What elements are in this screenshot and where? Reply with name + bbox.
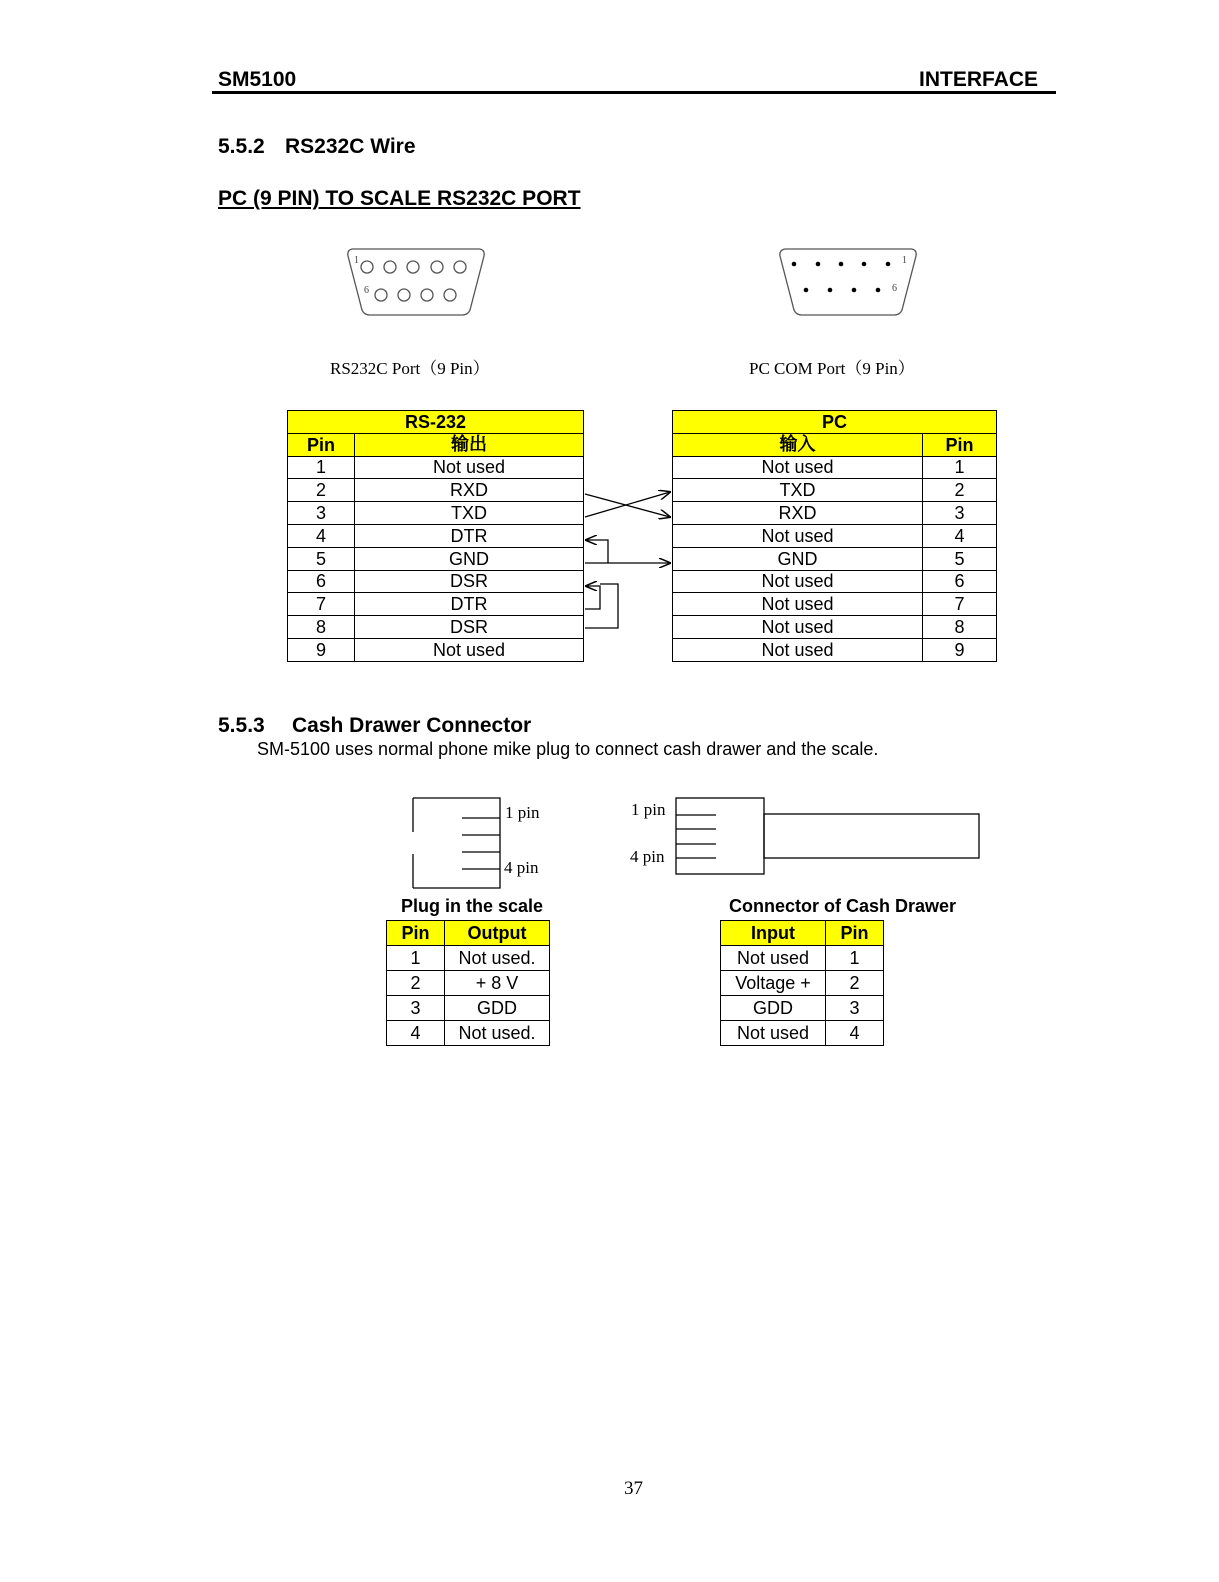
scale-output: Not used. — [445, 946, 550, 971]
scale-table-caption: Plug in the scale — [401, 896, 544, 916]
section-553-number: 5.5.3 — [218, 714, 265, 737]
header-left: SM5100 — [218, 68, 297, 91]
table-row — [288, 456, 584, 479]
pc-pin: 8 — [923, 616, 997, 639]
left-pin-1-label: 1 — [354, 255, 359, 266]
pc-com-connector-icon — [780, 249, 916, 315]
table-row — [721, 971, 884, 996]
table-row — [673, 547, 997, 570]
pc-signal: GND — [673, 547, 923, 570]
rs232-signal: GND — [355, 547, 584, 570]
pc-pin: 7 — [923, 593, 997, 616]
rs232-header-pin: Pin — [288, 433, 355, 456]
rs232-signal: Not used — [355, 456, 584, 479]
right-pin-6-label: 6 — [892, 283, 897, 294]
header-right: INTERFACE — [919, 68, 1039, 91]
plug-pin1-label: 1 pin — [505, 803, 540, 822]
section-552-number: 5.5.2 — [218, 135, 265, 158]
pc-pin: 9 — [923, 638, 997, 661]
scale-pin: 4 — [387, 1021, 445, 1046]
table-row — [721, 946, 884, 971]
pc-signal: Not used — [673, 616, 923, 639]
table-row — [673, 616, 997, 639]
section-553-title: Cash Drawer Connector — [292, 714, 532, 737]
table-row — [673, 502, 997, 525]
left-pin-6-label: 6 — [364, 285, 369, 296]
rs232-pin: 3 — [288, 502, 355, 525]
table-row — [288, 524, 584, 547]
pc-signal: Not used — [673, 456, 923, 479]
scale-output: GDD — [445, 996, 550, 1021]
rs232-port-label: RS232C Port（9 Pin） — [330, 359, 490, 378]
drawer-input: Not used — [721, 1021, 826, 1046]
rs232-pin: 5 — [288, 547, 355, 570]
table-row — [288, 616, 584, 639]
table-row — [387, 996, 550, 1021]
pc-signal: Not used — [673, 593, 923, 616]
scale-output: Not used. — [445, 1021, 550, 1046]
table-row — [721, 1021, 884, 1046]
pc-pin: 1 — [923, 456, 997, 479]
table-row — [387, 946, 550, 971]
table-row — [673, 524, 997, 547]
section-552-title: RS232C Wire — [285, 135, 416, 158]
pc-table-title: PC — [673, 411, 997, 434]
drawer-pin: 3 — [826, 996, 884, 1021]
pc-signal: Not used — [673, 570, 923, 593]
pc-pin: 4 — [923, 524, 997, 547]
pc-signal: Not used — [673, 524, 923, 547]
drawer-pin: 2 — [826, 971, 884, 996]
pc-pin: 6 — [923, 570, 997, 593]
pc-header-pin: Pin — [923, 433, 997, 456]
rs232-pin: 9 — [288, 638, 355, 661]
table-row — [387, 1021, 550, 1046]
pc-table — [672, 410, 997, 662]
drawer-header-input: Input — [721, 921, 826, 946]
rs232-pin: 8 — [288, 616, 355, 639]
table-row — [673, 570, 997, 593]
table-row — [288, 502, 584, 525]
pc-pin: 2 — [923, 479, 997, 502]
pc-pin: 3 — [923, 502, 997, 525]
right-pin-1-label: 1 — [902, 255, 907, 266]
section-553-description: SM-5100 uses normal phone mike plug to connect cash drawer and the scale. — [257, 739, 879, 759]
rs232-signal: Not used — [355, 638, 584, 661]
drawer-input: Not used — [721, 946, 826, 971]
table-row — [673, 479, 997, 502]
pc-header-input: 输入 — [673, 433, 923, 456]
pc-signal: RXD — [673, 502, 923, 525]
table-row — [288, 638, 584, 661]
drawer-plug-icon — [676, 798, 979, 874]
scale-plug-icon — [413, 798, 500, 888]
rs232-signal: DSR — [355, 616, 584, 639]
drawer-pin4-label: 4 pin — [630, 847, 665, 866]
scale-header-pin: Pin — [387, 921, 445, 946]
pc-pin: 5 — [923, 547, 997, 570]
table-row — [673, 593, 997, 616]
wiring-lines — [585, 492, 670, 628]
rs232-table-title: RS-232 — [288, 411, 584, 434]
rs232-signal: TXD — [355, 502, 584, 525]
rs232-pin: 6 — [288, 570, 355, 593]
rs232-connector-icon — [348, 249, 484, 315]
rs232-pin: 2 — [288, 479, 355, 502]
table-row — [288, 547, 584, 570]
rs232-pin: 4 — [288, 524, 355, 547]
scale-pin: 3 — [387, 996, 445, 1021]
table-row — [288, 479, 584, 502]
table-row — [721, 996, 884, 1021]
drawer-pin: 1 — [826, 946, 884, 971]
table-row — [387, 971, 550, 996]
pc-signal: TXD — [673, 479, 923, 502]
section-552-subtitle: PC (9 PIN) TO SCALE RS232C PORT — [218, 187, 581, 210]
rs232-signal: DTR — [355, 593, 584, 616]
rs232-pin: 7 — [288, 593, 355, 616]
scale-pin: 1 — [387, 946, 445, 971]
table-row — [288, 593, 584, 616]
drawer-header-pin: Pin — [826, 921, 884, 946]
rs232-table — [287, 410, 584, 662]
drawer-input: Voltage + — [721, 971, 826, 996]
drawer-pin: 4 — [826, 1021, 884, 1046]
drawer-table — [720, 920, 884, 1046]
rs232-signal: DTR — [355, 524, 584, 547]
table-row — [673, 456, 997, 479]
table-row — [673, 638, 997, 661]
rs232-signal: RXD — [355, 479, 584, 502]
drawer-table-caption: Connector of Cash Drawer — [729, 896, 957, 916]
plug-pin4-label: 4 pin — [504, 858, 539, 877]
table-row — [288, 570, 584, 593]
scale-pin: 2 — [387, 971, 445, 996]
drawer-pin1-label: 1 pin — [631, 800, 666, 819]
page-number: 37 — [624, 1478, 643, 1499]
rs232-signal: DSR — [355, 570, 584, 593]
scale-header-output: Output — [445, 921, 550, 946]
rs232-header-output: 输出 — [355, 433, 584, 456]
scale-table — [386, 920, 550, 1046]
pc-signal: Not used — [673, 638, 923, 661]
rs232-pin: 1 — [288, 456, 355, 479]
scale-output: + 8 V — [445, 971, 550, 996]
pc-com-port-label: PC COM Port（9 Pin） — [749, 359, 915, 378]
drawer-input: GDD — [721, 996, 826, 1021]
